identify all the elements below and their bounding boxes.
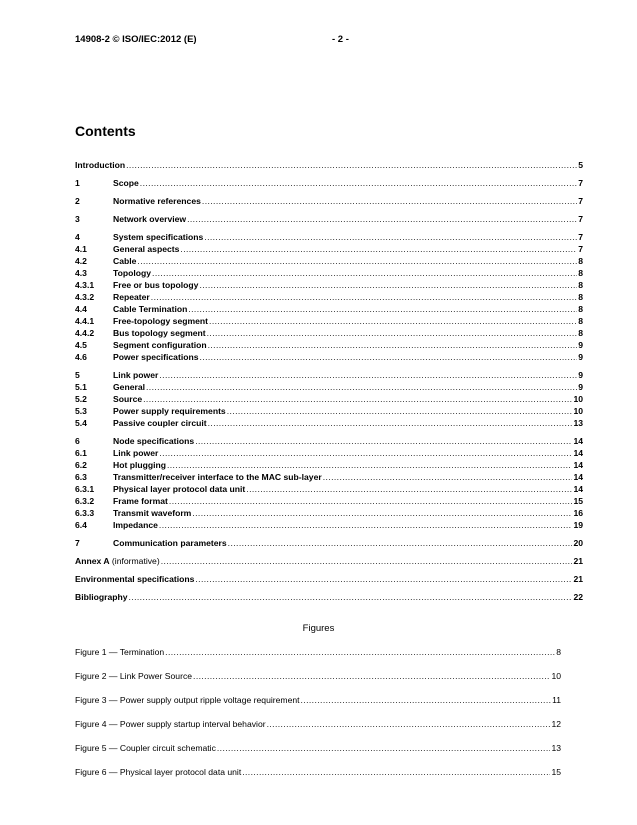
toc-entry[interactable]: [75, 314, 583, 326]
dot-leader: [129, 592, 573, 602]
toc-entry-number: 4.1: [75, 244, 87, 254]
toc-entry-title-text: Communication parameters: [113, 538, 227, 548]
figure-entry-page: 11: [552, 695, 561, 705]
toc-entry[interactable]: [75, 434, 583, 446]
toc-entry-number: 4.2: [75, 256, 87, 266]
toc-entry-title: [113, 436, 194, 446]
toc-entry-number: 6.3: [75, 472, 87, 482]
dot-leader: [301, 695, 552, 705]
figure-entry-title: Figure 3 — Power supply output ripple voltage requirement: [75, 695, 300, 705]
toc-entry-title-text: Source: [113, 394, 143, 404]
figures-heading: Figures: [302, 623, 335, 634]
toc-entry-title: [113, 292, 150, 302]
toc-entry-page: 15: [573, 496, 583, 506]
figure-entry[interactable]: [75, 765, 561, 777]
dot-leader: [192, 508, 572, 518]
dot-leader: [207, 328, 578, 338]
toc-entry-title: [113, 256, 136, 266]
toc-entry-title: [113, 460, 166, 470]
toc-entry-title: [113, 214, 186, 224]
toc-entry[interactable]: [75, 458, 583, 470]
toc-entry-title: [113, 484, 245, 494]
toc-entry-title: [113, 280, 198, 290]
toc-entry[interactable]: [75, 518, 583, 530]
toc-entry-page: 21: [573, 574, 583, 584]
toc-entry[interactable]: [75, 482, 583, 494]
dot-leader: [137, 256, 577, 266]
toc-entry[interactable]: [75, 368, 583, 380]
toc-entry[interactable]: [75, 326, 583, 338]
dot-leader: [208, 340, 578, 350]
toc-entry-title: [113, 394, 142, 404]
toc-entry-page: 8: [578, 268, 583, 278]
toc-entry[interactable]: [75, 302, 583, 314]
toc-entry-page: 14: [573, 436, 583, 446]
toc-entry-title-text: Impedance: [113, 520, 158, 530]
toc-entry-title-text: Normative references: [113, 196, 201, 206]
toc-entry-number: 5: [75, 370, 80, 380]
toc-entry-title-text: Link power: [113, 370, 159, 380]
toc-entry-title: [113, 316, 208, 326]
toc-entry-number: 1: [75, 178, 80, 188]
toc-entry-title-text: Repeater: [113, 292, 150, 302]
toc-entry[interactable]: [75, 266, 583, 278]
figure-entry[interactable]: [75, 741, 561, 753]
toc-entry-title-text: Environmental specifications: [75, 574, 195, 584]
toc-entry-page: 14: [573, 460, 583, 470]
figure-entry-page: 8: [556, 647, 561, 657]
toc-entry-title-text: General aspects: [113, 244, 180, 254]
toc-entry-page: 16: [573, 508, 583, 518]
figure-entry-page: 13: [551, 743, 561, 753]
toc-entry-title: [113, 382, 145, 392]
dot-leader: [246, 484, 572, 494]
toc-entry-number: 4.4.2: [75, 328, 95, 338]
dot-leader: [180, 244, 577, 254]
dot-leader: [140, 178, 577, 188]
toc-entry[interactable]: [75, 572, 583, 584]
figure-entry-title: Figure 2 — Link Power Source: [75, 671, 193, 681]
toc-entry-page: 7: [578, 214, 583, 224]
toc-entry-page: 8: [578, 256, 583, 266]
toc-entry-number: 4: [75, 232, 80, 242]
figure-entry-title: Figure 4 — Power supply startup interval behavior: [75, 719, 266, 729]
toc-entry-title-text: General: [113, 382, 146, 392]
dot-leader: [159, 520, 573, 530]
toc-entry-page: 8: [578, 304, 583, 314]
figure-entry-title: Figure 6 — Physical layer protocol data unit: [75, 767, 242, 777]
toc-entry-page: 7: [578, 232, 583, 242]
toc-entry-title: [113, 406, 226, 416]
toc-entry-title-text: Power supply requirements: [113, 406, 226, 416]
toc-entry-page: 9: [578, 352, 583, 362]
toc-entry-title: [113, 472, 322, 482]
dot-leader: [204, 232, 577, 242]
toc-entry[interactable]: [75, 494, 583, 506]
toc-entry[interactable]: [75, 506, 583, 518]
toc-entry-title-text: Free or bus topology: [113, 280, 199, 290]
toc-entry[interactable]: [75, 554, 583, 566]
toc-entry[interactable]: [75, 536, 583, 548]
toc-entry[interactable]: [75, 242, 583, 254]
toc-entry-number: 5.1: [75, 382, 87, 392]
toc-entry-number: 5.2: [75, 394, 87, 404]
toc-entry-title: [113, 370, 158, 380]
toc-entry-page: 9: [578, 382, 583, 392]
toc-entry-title-text: Network overview: [113, 214, 187, 224]
dot-leader: [199, 280, 577, 290]
toc-entry-title: [113, 418, 207, 428]
toc-entry-page: 8: [578, 328, 583, 338]
toc-entry-title: [113, 538, 227, 548]
toc-entry-page: 9: [578, 340, 583, 350]
toc-entry-title-text: Physical layer protocol data unit: [113, 484, 246, 494]
toc-entry-page: 8: [578, 316, 583, 326]
toc-entry-title: [113, 508, 191, 518]
toc-entry-page: 21: [573, 556, 583, 566]
dot-leader: [242, 767, 550, 777]
toc-entry-title-text: Node specifications: [113, 436, 195, 446]
toc-entry-title-text: Link power: [113, 448, 159, 458]
dot-leader: [202, 196, 577, 206]
toc-entry-title: [113, 340, 207, 350]
toc-entry-number: 4.3: [75, 268, 87, 278]
dot-leader: [165, 647, 555, 657]
toc-entry-number: 6.1: [75, 448, 87, 458]
dot-leader: [143, 394, 572, 404]
toc-entry-title-suffix: (informative): [109, 556, 160, 566]
toc-entry[interactable]: [75, 470, 583, 482]
toc-entry[interactable]: [75, 416, 583, 428]
header-doc-id: 14908-2 © ISO/IEC:2012 (E): [75, 34, 197, 45]
toc-entry[interactable]: [75, 350, 583, 362]
toc-entry[interactable]: [75, 392, 583, 404]
figure-entry-title: Figure 1 — Termination: [75, 647, 165, 657]
toc-entry-title-text: Scope: [113, 178, 139, 188]
toc-entry-title: [113, 520, 158, 530]
figure-entry-page: 15: [551, 767, 561, 777]
dot-leader: [126, 160, 577, 170]
toc-entry-title: [113, 304, 187, 314]
toc-entry-title-text: Transmit waveform: [113, 508, 192, 518]
toc-entry-title: [113, 328, 206, 338]
figure-entry[interactable]: [75, 669, 561, 681]
toc-entry-title: [113, 196, 201, 206]
toc-entry-page: 20: [573, 538, 583, 548]
toc-entry-title: [113, 178, 139, 188]
toc-entry-title-text: Transmitter/receiver interface to the MAC sub-layer: [113, 472, 322, 482]
toc-entry[interactable]: [75, 278, 583, 290]
toc-entry-title-text: Passive coupler circuit: [113, 418, 207, 428]
toc-entry-title-text: Power specifications: [113, 352, 199, 362]
toc-entry-number: 6.3.1: [75, 484, 95, 494]
toc-entry-title: [113, 496, 168, 506]
toc-entry-page: 7: [578, 244, 583, 254]
toc-entry-page: 14: [573, 472, 583, 482]
toc-entry-title: [75, 556, 160, 566]
toc-entry-page: 9: [578, 370, 583, 380]
toc-entry-title: [113, 244, 179, 254]
toc-entry[interactable]: [75, 176, 583, 188]
toc-entry-title: [75, 574, 194, 584]
toc-entry-title: [113, 232, 203, 242]
toc-entry-title-text: System specifications: [113, 232, 204, 242]
dot-leader: [187, 214, 577, 224]
toc-entry-title-text: Bibliography: [75, 592, 128, 602]
dot-leader: [209, 316, 577, 326]
dot-leader: [152, 268, 577, 278]
dot-leader: [195, 574, 572, 584]
toc-entry-page: 10: [573, 394, 583, 404]
toc-entry-page: 22: [573, 592, 583, 602]
toc-entry[interactable]: [75, 290, 583, 302]
toc-entry[interactable]: [75, 404, 583, 416]
dot-leader: [208, 418, 573, 428]
toc-entry-number: 6.3.2: [75, 496, 95, 506]
toc-entry[interactable]: [75, 338, 583, 350]
dot-leader: [267, 719, 551, 729]
toc-entry-number: 4.6: [75, 352, 87, 362]
toc-entry-title-text: Cable: [113, 256, 137, 266]
toc-entry-title-text: Segment configuration: [113, 340, 207, 350]
dot-leader: [146, 382, 577, 392]
dot-leader: [151, 292, 577, 302]
toc-entry-number: 5.4: [75, 418, 87, 428]
toc-entry-title-text: Hot plugging: [113, 460, 166, 470]
toc-entry-number: 4.3.2: [75, 292, 95, 302]
toc-entry-number: 2: [75, 196, 80, 206]
dot-leader: [167, 460, 572, 470]
figure-entry-page: 12: [551, 719, 561, 729]
toc-entry[interactable]: [75, 380, 583, 392]
toc-entry-number: 5.3: [75, 406, 87, 416]
dot-leader: [159, 448, 572, 458]
figure-entry[interactable]: [75, 645, 561, 657]
toc-entry-title: [113, 352, 199, 362]
dot-leader: [228, 538, 573, 548]
toc-entry[interactable]: [75, 194, 583, 206]
toc-entry-number: 6.4: [75, 520, 87, 530]
dot-leader: [161, 556, 573, 566]
toc-entry-number: 4.5: [75, 340, 87, 350]
toc-entry-title-text: Introduction: [75, 160, 126, 170]
toc-entry-page: 13: [573, 418, 583, 428]
contents-title: Contents: [75, 123, 136, 139]
toc-entry-title: [75, 592, 128, 602]
toc-entry-number: 6: [75, 436, 80, 446]
toc-entry-title-text: Topology: [113, 268, 152, 278]
toc-entry[interactable]: [75, 254, 583, 266]
figure-entry-page: 10: [551, 671, 561, 681]
toc-entry-title: [75, 160, 125, 170]
figure-entry[interactable]: [75, 717, 561, 729]
toc-entry-page: 19: [573, 520, 583, 530]
toc-entry-page: 10: [573, 406, 583, 416]
figure-entry-title: Figure 5 — Coupler circuit schematic: [75, 743, 216, 753]
toc-entry-number: 3: [75, 214, 80, 224]
toc-entry-page: 8: [578, 280, 583, 290]
dot-leader: [323, 472, 573, 482]
toc-entry-number: 4.4.1: [75, 316, 95, 326]
toc-entry-number: 4.3.1: [75, 280, 95, 290]
dot-leader: [193, 671, 550, 681]
dot-leader: [227, 406, 573, 416]
toc-entry-title-text: Free-topology segment: [113, 316, 209, 326]
toc-entry-page: 14: [573, 448, 583, 458]
toc-entry-title-text: Cable Termination: [113, 304, 188, 314]
toc-entry-page: 8: [578, 292, 583, 302]
toc-entry-page: 7: [578, 178, 583, 188]
toc-entry[interactable]: [75, 230, 583, 242]
toc-entry-title-text: Annex A: [75, 556, 110, 566]
header-page-label: - 2 -: [332, 34, 349, 45]
dot-leader: [169, 496, 573, 506]
toc-entry-page: 5: [578, 160, 583, 170]
toc-entry-title-text: Frame format: [113, 496, 168, 506]
toc-entry[interactable]: [75, 446, 583, 458]
toc-entry[interactable]: [75, 212, 583, 224]
toc-entry-title-text: Bus topology segment: [113, 328, 206, 338]
toc-entry[interactable]: [75, 590, 583, 602]
toc-entry[interactable]: [75, 158, 583, 170]
toc-entry-number: 4.4: [75, 304, 87, 314]
toc-entry-title: [113, 268, 151, 278]
dot-leader: [195, 436, 572, 446]
toc-entry-title: [113, 448, 158, 458]
dot-leader: [188, 304, 577, 314]
figure-entry[interactable]: [75, 693, 561, 705]
toc-entry-page: 14: [573, 484, 583, 494]
toc-entry-number: 6.2: [75, 460, 87, 470]
dot-leader: [159, 370, 577, 380]
toc-entry-number: 7: [75, 538, 80, 548]
dot-leader: [200, 352, 578, 362]
dot-leader: [217, 743, 551, 753]
toc-entry-page: 7: [578, 196, 583, 206]
toc-entry-number: 6.3.3: [75, 508, 95, 518]
